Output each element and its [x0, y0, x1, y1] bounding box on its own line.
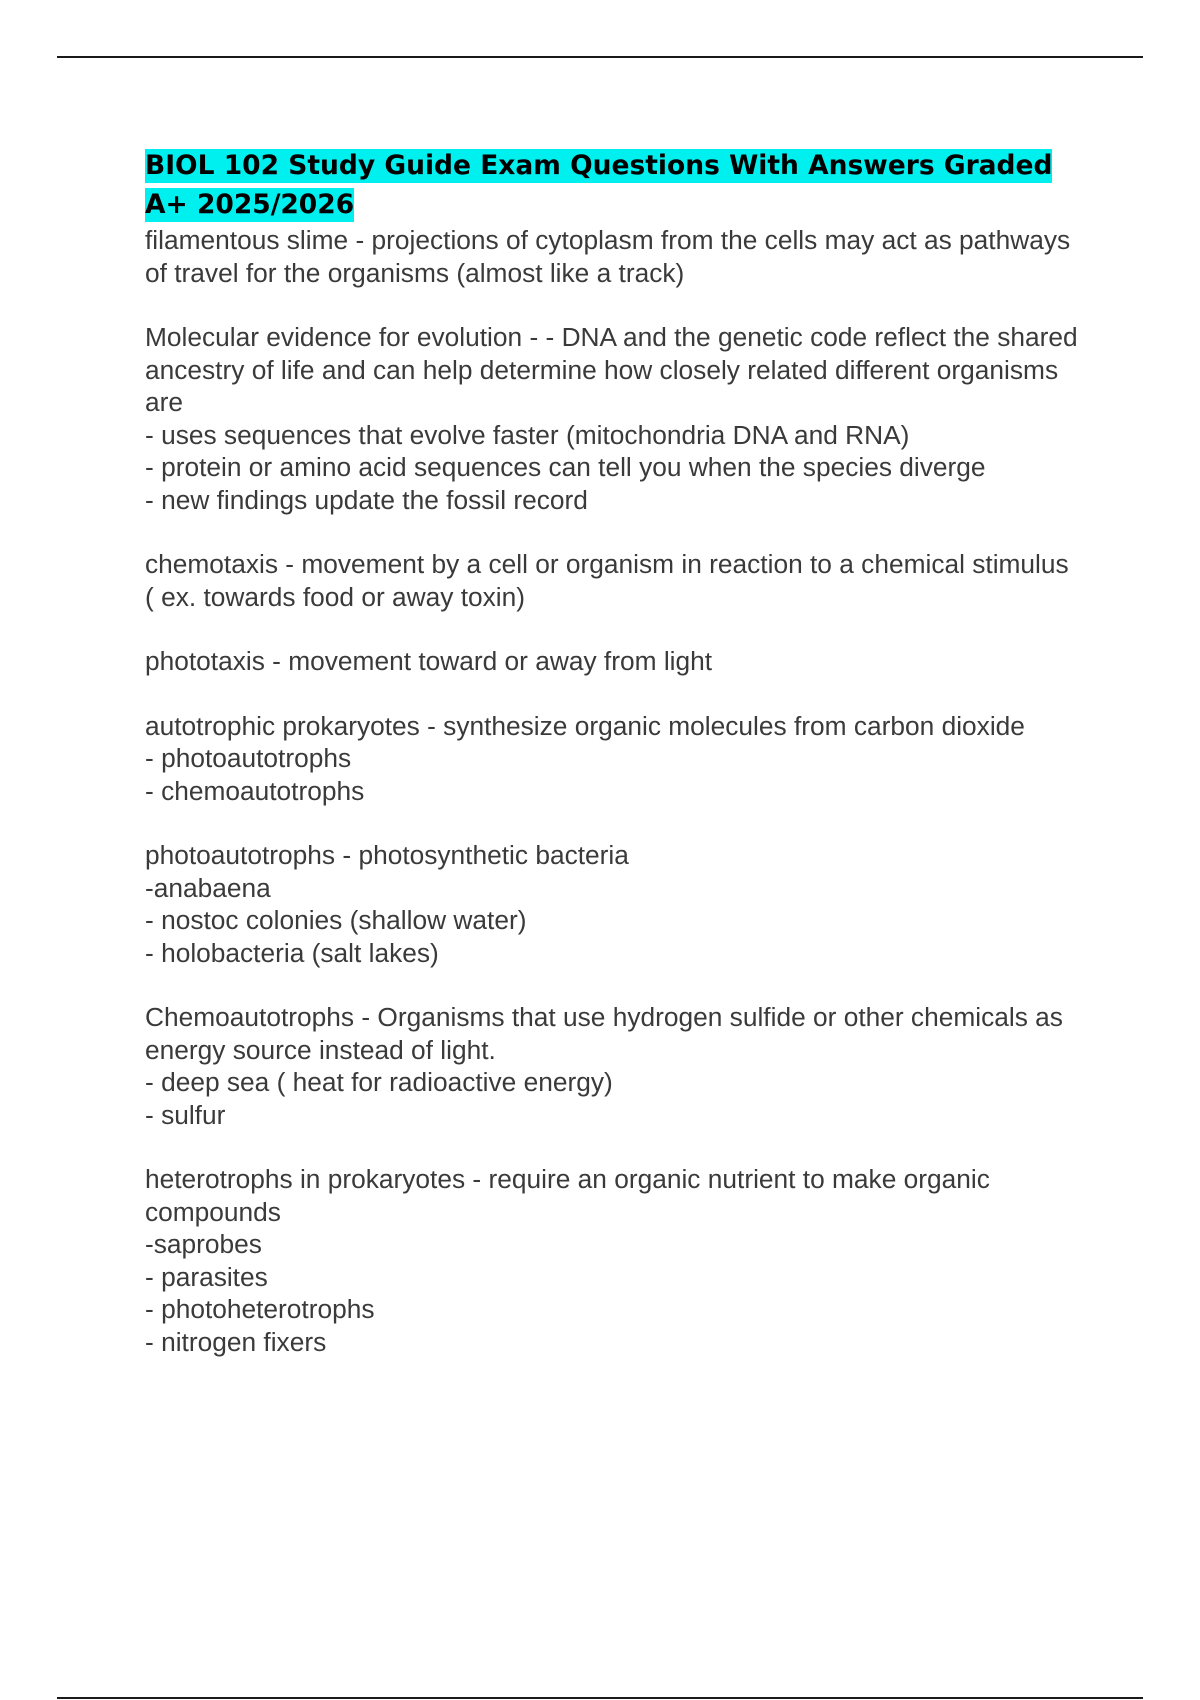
document-title [145, 146, 1095, 224]
term-entry [145, 710, 1095, 808]
term-detail-line: - holobacteria (salt lakes) [145, 937, 439, 968]
term-definition: filamentous slime - projections of cytoplasm from the cells may act as pathways of travel for the organisms (almost like a track) [145, 225, 1071, 288]
term-definition: phototaxis - movement toward or away from light [145, 646, 713, 676]
term-definition: chemotaxis - movement by a cell or organism in reaction to a chemical stimulus [145, 549, 1069, 579]
term-detail-line: - uses sequences that evolve faster (mitochondria DNA and RNA) [145, 419, 910, 450]
term-entry [145, 1001, 1095, 1131]
term-definition: Chemoautotrophs - Organisms that use hydrogen sulfide or other chemicals as energy source instead of light. [145, 1002, 1063, 1065]
term-definition: Molecular evidence for evolution - - DNA and the genetic code reflect the shared ancestry of life and can help determine how closely related different organisms are [145, 322, 1078, 417]
term-detail-line: - new findings update the fossil record [145, 484, 588, 515]
term-entry [145, 224, 1095, 289]
term-definition: photoautotrophs - photosynthetic bacteria [145, 840, 629, 870]
term-entry [145, 645, 1095, 678]
term-detail-line: ( ex. towards food or away toxin) [145, 581, 526, 612]
term-entry [145, 839, 1095, 969]
footer-rule [57, 1697, 1143, 1699]
document-body [145, 146, 1095, 1390]
term-entry [145, 548, 1095, 613]
term-entry [145, 321, 1095, 516]
term-definition: autotrophic prokaryotes - synthesize organic molecules from carbon dioxide [145, 710, 1025, 741]
term-detail-line: - protein or amino acid sequences can tell you when the species diverge [145, 452, 986, 482]
entries-list [145, 224, 1095, 1358]
term-detail-line: - deep sea ( heat for radioactive energy) [145, 1067, 613, 1097]
term-detail-line: - photoheterotrophs [145, 1294, 375, 1324]
term-definition: heterotrophs in prokaryotes - require an organic nutrient to make organic compounds [145, 1164, 990, 1227]
term-detail-line: - nostoc colonies (shallow water) [145, 905, 527, 935]
term-detail-line: - photoautotrophs [145, 743, 352, 773]
title-highlight: BIOL 102 Study Guide Exam Questions With Answers Graded A+ 2025/2026 [145, 150, 1053, 220]
header-rule [57, 56, 1143, 58]
term-detail-line: - sulfur [145, 1099, 226, 1130]
term-detail-line: -anabaena [145, 872, 271, 903]
term-detail-line: -saprobes [145, 1229, 262, 1259]
term-detail-line: - parasites [145, 1261, 268, 1292]
term-detail-line: - chemoautotrophs [145, 775, 365, 806]
term-detail-line: - nitrogen fixers [145, 1326, 327, 1357]
term-entry [145, 1163, 1095, 1358]
